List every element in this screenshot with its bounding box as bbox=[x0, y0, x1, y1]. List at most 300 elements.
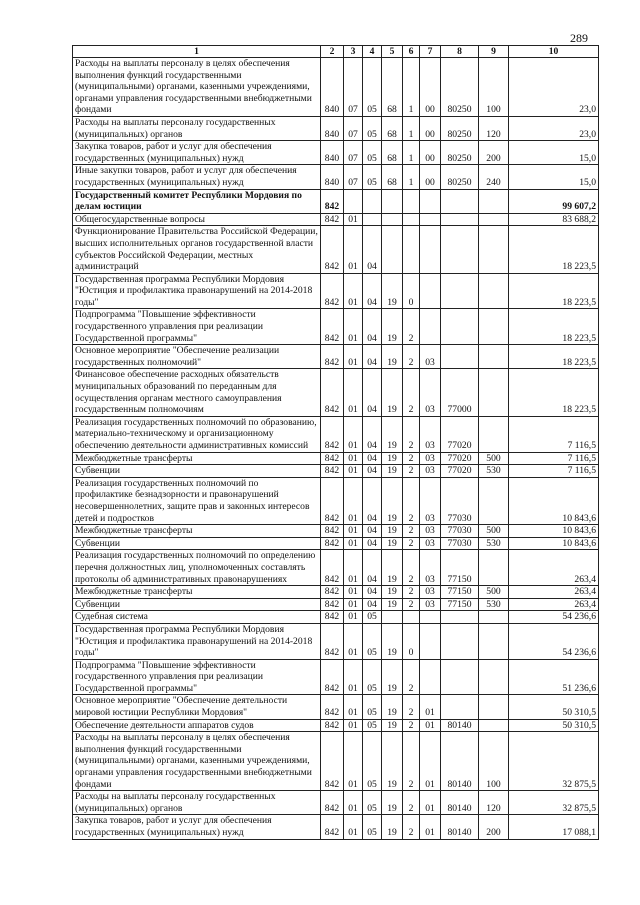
subsection-code-cell: 04 bbox=[363, 598, 382, 611]
subsection-code-cell: 04 bbox=[363, 369, 382, 416]
program-code-cell: 19 bbox=[382, 623, 403, 659]
item-name-cell: Закупка товаров, работ и услуг для обеспечения государственных (муниципальных) нужд bbox=[73, 815, 321, 839]
expense-type-cell bbox=[479, 550, 509, 586]
amount-cell: 263,4 bbox=[509, 550, 599, 586]
ministry-code-cell: 842 bbox=[321, 598, 344, 611]
subsection-code-cell: 04 bbox=[363, 273, 382, 309]
amount-cell: 23,0 bbox=[509, 116, 599, 140]
subsection-code-cell: 05 bbox=[363, 165, 382, 189]
ministry-code-cell: 842 bbox=[321, 611, 344, 624]
subprogram-code-cell: 0 bbox=[403, 273, 420, 309]
section-code-cell: 01 bbox=[344, 732, 363, 791]
header-cell: 8 bbox=[441, 46, 479, 58]
ministry-code-cell: 842 bbox=[321, 791, 344, 815]
direction-code-cell bbox=[441, 213, 479, 226]
section-code-cell: 01 bbox=[344, 611, 363, 624]
direction-code-cell: 77150 bbox=[441, 586, 479, 599]
amount-cell: 10 843,6 bbox=[509, 537, 599, 550]
amount-cell: 50 310,5 bbox=[509, 695, 599, 719]
table-row bbox=[73, 537, 599, 550]
item-name-cell: Государственная программа Республики Мордовия "Юстиция и профилактика правонарушений на 2014-2018 годы" bbox=[73, 273, 321, 309]
activity-code-cell: 03 bbox=[420, 452, 441, 465]
subprogram-code-cell: 2 bbox=[403, 586, 420, 599]
item-name-cell: Обеспечение деятельности аппаратов судов bbox=[73, 719, 321, 732]
activity-code-cell: 03 bbox=[420, 586, 441, 599]
ministry-code-cell: 842 bbox=[321, 695, 344, 719]
program-code-cell bbox=[382, 226, 403, 273]
expense-type-cell: 240 bbox=[479, 165, 509, 189]
direction-code-cell: 80140 bbox=[441, 719, 479, 732]
expense-type-cell: 200 bbox=[479, 815, 509, 839]
section-code-cell: 01 bbox=[344, 465, 363, 478]
item-name-cell: Реализация государственных полномочий по образованию, материально-техническому и организационному обеспечению деятельности административных комиссий bbox=[73, 416, 321, 452]
ministry-code-cell: 842 bbox=[321, 525, 344, 538]
activity-code-cell: 03 bbox=[420, 525, 441, 538]
activity-code-cell bbox=[420, 611, 441, 624]
expense-type-cell bbox=[479, 416, 509, 452]
subsection-code-cell: 05 bbox=[363, 141, 382, 165]
header-cell: 10 bbox=[509, 46, 599, 58]
header-cell: 5 bbox=[382, 46, 403, 58]
item-name-cell: Расходы на выплаты персоналу в целях обеспечения выполнения функций государственными (муниципальными) органами, казенными учреждениями, органами управления государственными внебюджетными фондами bbox=[73, 732, 321, 791]
expense-type-cell bbox=[479, 309, 509, 345]
subsection-code-cell: 05 bbox=[363, 732, 382, 791]
activity-code-cell: 03 bbox=[420, 598, 441, 611]
item-name-cell: Субвенции bbox=[73, 537, 321, 550]
ministry-code-cell: 842 bbox=[321, 452, 344, 465]
subprogram-code-cell: 1 bbox=[403, 58, 420, 117]
expense-type-cell: 120 bbox=[479, 116, 509, 140]
subsection-code-cell: 04 bbox=[363, 586, 382, 599]
item-name-cell: Финансовое обеспечение расходных обязательств муниципальных образований по переданным для осуществления органам местного самоуправления государственным полномочиям bbox=[73, 369, 321, 416]
table-row bbox=[73, 213, 599, 226]
direction-code-cell bbox=[441, 189, 479, 213]
item-name-cell: Функционирование Правительства Российской Федерации, высших исполнительных органов государственной власти субъектов Российской Федерации, местных администраций bbox=[73, 226, 321, 273]
subprogram-code-cell: 2 bbox=[403, 309, 420, 345]
ministry-code-cell: 842 bbox=[321, 416, 344, 452]
program-code-cell: 19 bbox=[382, 732, 403, 791]
page-number: 289 bbox=[570, 31, 588, 45]
subsection-code-cell: 05 bbox=[363, 791, 382, 815]
subprogram-code-cell bbox=[403, 189, 420, 213]
activity-code-cell: 03 bbox=[420, 550, 441, 586]
header-cell: 3 bbox=[344, 46, 363, 58]
amount-cell: 15,0 bbox=[509, 141, 599, 165]
direction-code-cell: 80250 bbox=[441, 116, 479, 140]
expense-type-cell bbox=[479, 273, 509, 309]
program-code-cell bbox=[382, 213, 403, 226]
section-code-cell: 07 bbox=[344, 165, 363, 189]
activity-code-cell: 03 bbox=[420, 477, 441, 524]
subprogram-code-cell: 2 bbox=[403, 719, 420, 732]
ministry-code-cell: 840 bbox=[321, 141, 344, 165]
amount-cell: 15,0 bbox=[509, 165, 599, 189]
subsection-code-cell: 04 bbox=[363, 226, 382, 273]
activity-code-cell: 00 bbox=[420, 58, 441, 117]
direction-code-cell bbox=[441, 623, 479, 659]
activity-code-cell: 01 bbox=[420, 791, 441, 815]
expense-type-cell bbox=[479, 189, 509, 213]
subsection-code-cell: 05 bbox=[363, 611, 382, 624]
header-cell: 7 bbox=[420, 46, 441, 58]
table-row bbox=[73, 611, 599, 624]
subprogram-code-cell: 2 bbox=[403, 345, 420, 369]
direction-code-cell: 80250 bbox=[441, 165, 479, 189]
activity-code-cell: 03 bbox=[420, 465, 441, 478]
activity-code-cell: 03 bbox=[420, 369, 441, 416]
activity-code-cell: 03 bbox=[420, 345, 441, 369]
direction-code-cell bbox=[441, 226, 479, 273]
subprogram-code-cell: 2 bbox=[403, 465, 420, 478]
item-name-cell: Межбюджетные трансферты bbox=[73, 525, 321, 538]
ministry-code-cell: 840 bbox=[321, 116, 344, 140]
amount-cell: 54 236,6 bbox=[509, 623, 599, 659]
subsection-code-cell: 05 bbox=[363, 116, 382, 140]
item-name-cell: Подпрограмма "Повышение эффективности государственного управления при реализации Государственной программы" bbox=[73, 659, 321, 695]
subprogram-code-cell bbox=[403, 213, 420, 226]
program-code-cell: 19 bbox=[382, 345, 403, 369]
section-code-cell: 01 bbox=[344, 695, 363, 719]
expense-type-cell: 500 bbox=[479, 452, 509, 465]
ministry-code-cell: 842 bbox=[321, 213, 344, 226]
program-code-cell: 19 bbox=[382, 452, 403, 465]
item-name-cell: Основное мероприятие "Обеспечение деятельности мировой юстиции Республики Мордовия" bbox=[73, 695, 321, 719]
expense-type-cell bbox=[479, 659, 509, 695]
program-code-cell: 19 bbox=[382, 791, 403, 815]
program-code-cell: 19 bbox=[382, 586, 403, 599]
ministry-code-cell: 842 bbox=[321, 550, 344, 586]
subsection-code-cell: 05 bbox=[363, 659, 382, 695]
ministry-code-cell: 842 bbox=[321, 659, 344, 695]
table-row bbox=[73, 477, 599, 524]
subsection-code-cell: 04 bbox=[363, 537, 382, 550]
item-name-cell: Реализация государственных полномочий по определению перечня должностных лиц, уполномоченных составлять протоколы об административных правонарушениях bbox=[73, 550, 321, 586]
amount-cell: 18 223,5 bbox=[509, 273, 599, 309]
section-code-cell: 01 bbox=[344, 550, 363, 586]
section-code-cell: 01 bbox=[344, 273, 363, 309]
item-name-cell: Субвенции bbox=[73, 465, 321, 478]
amount-cell: 17 088,1 bbox=[509, 815, 599, 839]
program-code-cell bbox=[382, 189, 403, 213]
program-code-cell: 19 bbox=[382, 477, 403, 524]
activity-code-cell bbox=[420, 623, 441, 659]
program-code-cell: 19 bbox=[382, 309, 403, 345]
amount-cell: 32 875,5 bbox=[509, 791, 599, 815]
header-cell: 1 bbox=[73, 46, 321, 58]
amount-cell: 18 223,5 bbox=[509, 226, 599, 273]
table-row bbox=[73, 58, 599, 117]
item-name-cell: Иные закупки товаров, работ и услуг для обеспечения государственных (муниципальных) нужд bbox=[73, 165, 321, 189]
section-code-cell: 01 bbox=[344, 226, 363, 273]
expense-type-cell: 500 bbox=[479, 586, 509, 599]
table-row bbox=[73, 273, 599, 309]
activity-code-cell bbox=[420, 226, 441, 273]
activity-code-cell: 01 bbox=[420, 732, 441, 791]
activity-code-cell: 01 bbox=[420, 719, 441, 732]
activity-code-cell bbox=[420, 273, 441, 309]
table-row bbox=[73, 550, 599, 586]
amount-cell: 54 236,6 bbox=[509, 611, 599, 624]
table-row bbox=[73, 452, 599, 465]
program-code-cell: 19 bbox=[382, 598, 403, 611]
table-row bbox=[73, 116, 599, 140]
budget-table bbox=[72, 45, 599, 840]
program-code-cell: 68 bbox=[382, 58, 403, 117]
table-row bbox=[73, 791, 599, 815]
activity-code-cell: 01 bbox=[420, 695, 441, 719]
subprogram-code-cell: 2 bbox=[403, 695, 420, 719]
table-row bbox=[73, 598, 599, 611]
section-code-cell: 07 bbox=[344, 141, 363, 165]
subsection-code-cell: 05 bbox=[363, 623, 382, 659]
subprogram-code-cell: 2 bbox=[403, 369, 420, 416]
direction-code-cell: 80140 bbox=[441, 791, 479, 815]
table-row bbox=[73, 226, 599, 273]
subprogram-code-cell bbox=[403, 226, 420, 273]
activity-code-cell: 01 bbox=[420, 815, 441, 839]
item-name-cell: Реализация государственных полномочий по профилактике безнадзорности и правонарушений несовершеннолетних, защите прав и законных интересов детей и подростков bbox=[73, 477, 321, 524]
direction-code-cell: 80250 bbox=[441, 58, 479, 117]
amount-cell: 7 116,5 bbox=[509, 452, 599, 465]
program-code-cell: 19 bbox=[382, 273, 403, 309]
amount-cell: 18 223,5 bbox=[509, 369, 599, 416]
program-code-cell: 19 bbox=[382, 659, 403, 695]
expense-type-cell bbox=[479, 695, 509, 719]
header-row bbox=[73, 46, 599, 58]
program-code-cell: 19 bbox=[382, 695, 403, 719]
table-row bbox=[73, 586, 599, 599]
section-code-cell: 01 bbox=[344, 525, 363, 538]
amount-cell: 18 223,5 bbox=[509, 309, 599, 345]
subprogram-code-cell: 2 bbox=[403, 791, 420, 815]
section-code-cell: 01 bbox=[344, 586, 363, 599]
direction-code-cell: 77020 bbox=[441, 416, 479, 452]
expense-type-cell: 530 bbox=[479, 598, 509, 611]
ministry-code-cell: 842 bbox=[321, 345, 344, 369]
amount-cell: 10 843,6 bbox=[509, 477, 599, 524]
amount-cell: 50 310,5 bbox=[509, 719, 599, 732]
table-row bbox=[73, 165, 599, 189]
amount-cell: 83 688,2 bbox=[509, 213, 599, 226]
section-code-cell: 01 bbox=[344, 416, 363, 452]
ministry-code-cell: 842 bbox=[321, 273, 344, 309]
program-code-cell: 19 bbox=[382, 537, 403, 550]
program-code-cell: 68 bbox=[382, 116, 403, 140]
table-row bbox=[73, 141, 599, 165]
subprogram-code-cell: 2 bbox=[403, 537, 420, 550]
subsection-code-cell: 04 bbox=[363, 477, 382, 524]
item-name-cell: Межбюджетные трансферты bbox=[73, 452, 321, 465]
subprogram-code-cell: 1 bbox=[403, 141, 420, 165]
expense-type-cell bbox=[479, 611, 509, 624]
activity-code-cell bbox=[420, 309, 441, 345]
ministry-code-cell: 842 bbox=[321, 369, 344, 416]
expense-type-cell: 500 bbox=[479, 525, 509, 538]
item-name-cell: Общегосударственные вопросы bbox=[73, 213, 321, 226]
header-cell: 4 bbox=[363, 46, 382, 58]
item-name-cell: Государственный комитет Республики Мордовия по делам юстиции bbox=[73, 189, 321, 213]
table-row bbox=[73, 719, 599, 732]
subprogram-code-cell: 2 bbox=[403, 452, 420, 465]
expense-type-cell: 120 bbox=[479, 791, 509, 815]
section-code-cell: 01 bbox=[344, 537, 363, 550]
expense-type-cell: 530 bbox=[479, 465, 509, 478]
subsection-code-cell: 04 bbox=[363, 309, 382, 345]
amount-cell: 99 607,2 bbox=[509, 189, 599, 213]
direction-code-cell: 77030 bbox=[441, 537, 479, 550]
subprogram-code-cell: 1 bbox=[403, 165, 420, 189]
program-code-cell: 19 bbox=[382, 525, 403, 538]
ministry-code-cell: 842 bbox=[321, 732, 344, 791]
direction-code-cell bbox=[441, 659, 479, 695]
direction-code-cell: 77020 bbox=[441, 452, 479, 465]
section-code-cell: 01 bbox=[344, 791, 363, 815]
amount-cell: 263,4 bbox=[509, 598, 599, 611]
table-row bbox=[73, 369, 599, 416]
subsection-code-cell: 05 bbox=[363, 695, 382, 719]
subprogram-code-cell: 2 bbox=[403, 525, 420, 538]
ministry-code-cell: 842 bbox=[321, 586, 344, 599]
expense-type-cell: 100 bbox=[479, 58, 509, 117]
ministry-code-cell: 842 bbox=[321, 815, 344, 839]
expense-type-cell bbox=[479, 719, 509, 732]
program-code-cell: 19 bbox=[382, 815, 403, 839]
expense-type-cell bbox=[479, 226, 509, 273]
ministry-code-cell: 842 bbox=[321, 465, 344, 478]
subprogram-code-cell: 2 bbox=[403, 477, 420, 524]
subprogram-code-cell bbox=[403, 611, 420, 624]
amount-cell: 7 116,5 bbox=[509, 416, 599, 452]
item-name-cell: Закупка товаров, работ и услуг для обеспечения государственных (муниципальных) нужд bbox=[73, 141, 321, 165]
expense-type-cell: 200 bbox=[479, 141, 509, 165]
subsection-code-cell bbox=[363, 189, 382, 213]
subprogram-code-cell: 0 bbox=[403, 623, 420, 659]
program-code-cell bbox=[382, 611, 403, 624]
item-name-cell: Расходы на выплаты персоналу государственных (муниципальных) органов bbox=[73, 116, 321, 140]
table-row bbox=[73, 695, 599, 719]
direction-code-cell: 77000 bbox=[441, 369, 479, 416]
direction-code-cell: 80140 bbox=[441, 815, 479, 839]
program-code-cell: 19 bbox=[382, 369, 403, 416]
direction-code-cell: 80140 bbox=[441, 732, 479, 791]
table-row bbox=[73, 659, 599, 695]
section-code-cell: 01 bbox=[344, 598, 363, 611]
table-row bbox=[73, 465, 599, 478]
ministry-code-cell: 842 bbox=[321, 719, 344, 732]
section-code-cell: 01 bbox=[344, 659, 363, 695]
subprogram-code-cell: 2 bbox=[403, 598, 420, 611]
header-cell: 2 bbox=[321, 46, 344, 58]
section-code-cell: 01 bbox=[344, 345, 363, 369]
table-row bbox=[73, 345, 599, 369]
section-code-cell: 01 bbox=[344, 213, 363, 226]
ministry-code-cell: 842 bbox=[321, 623, 344, 659]
section-code-cell: 07 bbox=[344, 116, 363, 140]
amount-cell: 32 875,5 bbox=[509, 732, 599, 791]
amount-cell: 51 236,6 bbox=[509, 659, 599, 695]
item-name-cell: Расходы на выплаты персоналу государственных (муниципальных) органов bbox=[73, 791, 321, 815]
header-cell: 6 bbox=[403, 46, 420, 58]
subprogram-code-cell: 2 bbox=[403, 550, 420, 586]
direction-code-cell bbox=[441, 695, 479, 719]
direction-code-cell: 77150 bbox=[441, 550, 479, 586]
direction-code-cell: 77030 bbox=[441, 525, 479, 538]
activity-code-cell bbox=[420, 213, 441, 226]
subsection-code-cell: 04 bbox=[363, 465, 382, 478]
header-cell: 9 bbox=[479, 46, 509, 58]
subsection-code-cell: 04 bbox=[363, 416, 382, 452]
table-row bbox=[73, 623, 599, 659]
expense-type-cell bbox=[479, 477, 509, 524]
subprogram-code-cell: 2 bbox=[403, 416, 420, 452]
activity-code-cell bbox=[420, 189, 441, 213]
program-code-cell: 19 bbox=[382, 416, 403, 452]
section-code-cell: 07 bbox=[344, 58, 363, 117]
section-code-cell bbox=[344, 189, 363, 213]
expense-type-cell bbox=[479, 623, 509, 659]
section-code-cell: 01 bbox=[344, 477, 363, 524]
amount-cell: 7 116,5 bbox=[509, 465, 599, 478]
amount-cell: 263,4 bbox=[509, 586, 599, 599]
program-code-cell: 19 bbox=[382, 719, 403, 732]
expense-type-cell bbox=[479, 369, 509, 416]
activity-code-cell: 00 bbox=[420, 116, 441, 140]
section-code-cell: 01 bbox=[344, 623, 363, 659]
section-code-cell: 01 bbox=[344, 719, 363, 732]
activity-code-cell: 00 bbox=[420, 165, 441, 189]
subsection-code-cell: 05 bbox=[363, 815, 382, 839]
table-row bbox=[73, 189, 599, 213]
subprogram-code-cell: 1 bbox=[403, 116, 420, 140]
program-code-cell: 68 bbox=[382, 141, 403, 165]
section-code-cell: 01 bbox=[344, 452, 363, 465]
direction-code-cell bbox=[441, 345, 479, 369]
amount-cell: 23,0 bbox=[509, 58, 599, 117]
table-row bbox=[73, 815, 599, 839]
program-code-cell: 19 bbox=[382, 465, 403, 478]
direction-code-cell bbox=[441, 611, 479, 624]
direction-code-cell: 80250 bbox=[441, 141, 479, 165]
section-code-cell: 01 bbox=[344, 815, 363, 839]
table-row bbox=[73, 416, 599, 452]
subprogram-code-cell: 2 bbox=[403, 815, 420, 839]
program-code-cell: 19 bbox=[382, 550, 403, 586]
subsection-code-cell: 04 bbox=[363, 452, 382, 465]
ministry-code-cell: 842 bbox=[321, 537, 344, 550]
item-name-cell: Подпрограмма "Повышение эффективности государственного управления при реализации Государственной программы" bbox=[73, 309, 321, 345]
subsection-code-cell: 04 bbox=[363, 345, 382, 369]
direction-code-cell bbox=[441, 309, 479, 345]
expense-type-cell bbox=[479, 345, 509, 369]
section-code-cell: 01 bbox=[344, 309, 363, 345]
ministry-code-cell: 842 bbox=[321, 477, 344, 524]
subsection-code-cell bbox=[363, 213, 382, 226]
item-name-cell: Государственная программа Республики Мордовия "Юстиция и профилактика правонарушений на 2014-2018 годы" bbox=[73, 623, 321, 659]
activity-code-cell bbox=[420, 659, 441, 695]
activity-code-cell: 00 bbox=[420, 141, 441, 165]
amount-cell: 18 223,5 bbox=[509, 345, 599, 369]
item-name-cell: Основное мероприятие "Обеспечение реализации государственных полномочий" bbox=[73, 345, 321, 369]
table-row bbox=[73, 525, 599, 538]
direction-code-cell: 77150 bbox=[441, 598, 479, 611]
table-row bbox=[73, 309, 599, 345]
subsection-code-cell: 05 bbox=[363, 58, 382, 117]
section-code-cell: 01 bbox=[344, 369, 363, 416]
expense-type-cell bbox=[479, 213, 509, 226]
item-name-cell: Межбюджетные трансферты bbox=[73, 586, 321, 599]
item-name-cell: Расходы на выплаты персоналу в целях обеспечения выполнения функций государственными (муниципальными) органами, казенными учреждениями, органами управления государственными внебюджетными фондами bbox=[73, 58, 321, 117]
expense-type-cell: 530 bbox=[479, 537, 509, 550]
